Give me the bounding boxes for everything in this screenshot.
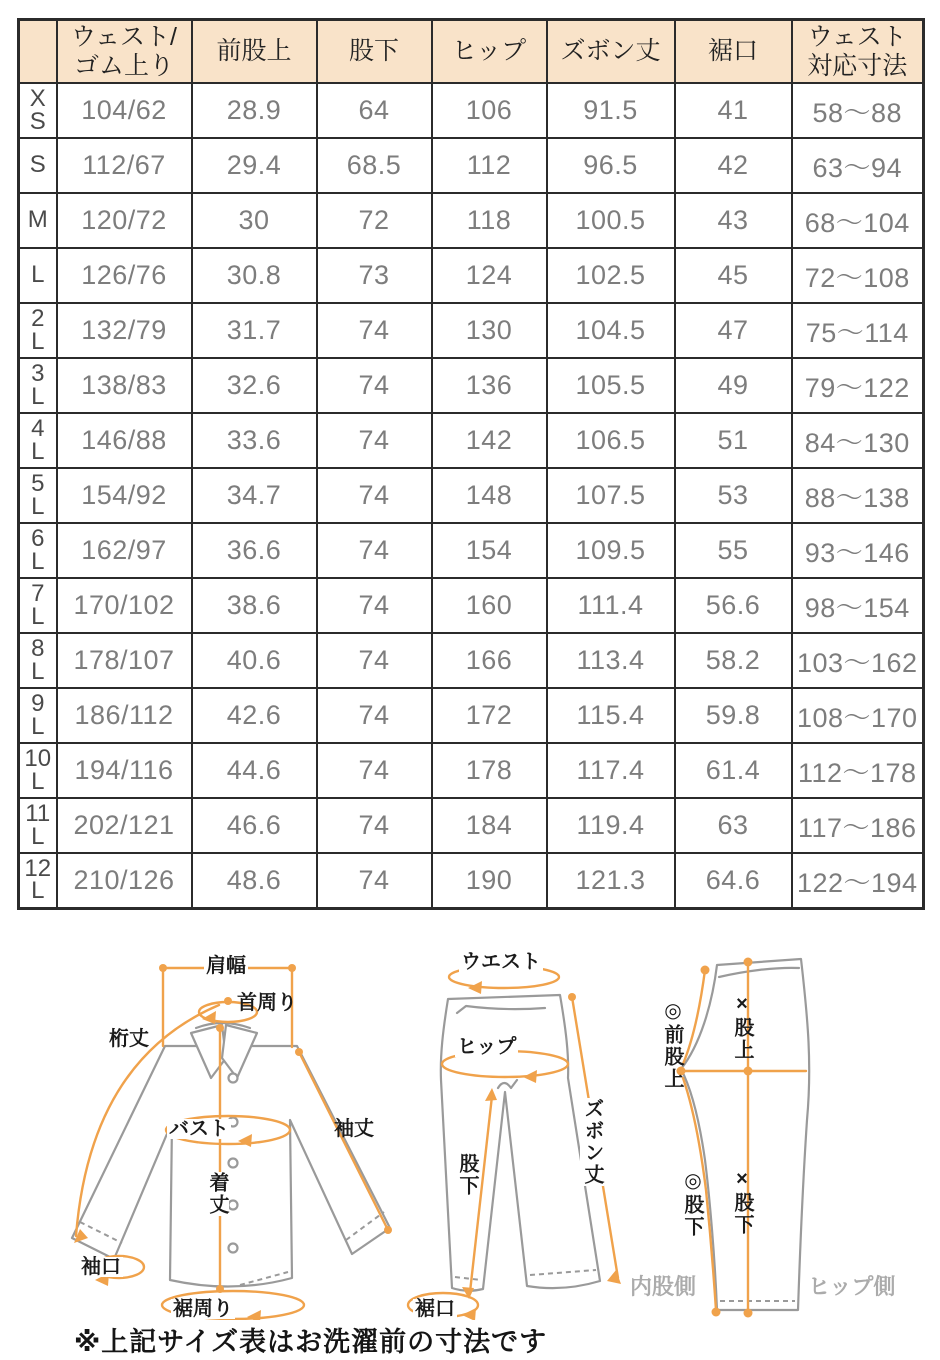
measurement-cell: 210/126 bbox=[57, 853, 192, 908]
shirt-button bbox=[229, 1074, 238, 1083]
column-header-cell: ウェスト/ ゴム上り bbox=[57, 20, 192, 84]
rise-label: ×股上 bbox=[731, 993, 753, 1061]
measurement-cell: 41 bbox=[675, 83, 792, 138]
measurement-cell: 46.6 bbox=[192, 798, 317, 853]
measurement-cell: 104/62 bbox=[57, 83, 192, 138]
size-label-cell: 8 L bbox=[19, 633, 57, 688]
front-rise-label: ◎前股上 bbox=[661, 998, 683, 1090]
size-label-cell: 4 L bbox=[19, 413, 57, 468]
cuff-opening-label: 袖口 bbox=[81, 1256, 121, 1278]
size-label-cell: 12 L bbox=[19, 853, 57, 908]
measurement-cell: 74 bbox=[317, 743, 432, 798]
measurement-cell: 115.4 bbox=[547, 688, 675, 743]
size-label-cell: 11 L bbox=[19, 798, 57, 853]
measurement-cell: 74 bbox=[317, 523, 432, 578]
measurement-cell: 29.4 bbox=[192, 138, 317, 193]
measurement-cell: 68〜104 bbox=[792, 193, 924, 248]
table-row bbox=[19, 303, 924, 358]
measurement-cell: 61.4 bbox=[675, 743, 792, 798]
table-row bbox=[19, 413, 924, 468]
table-row bbox=[19, 468, 924, 523]
measurement-cell: 102.5 bbox=[547, 248, 675, 303]
table-row bbox=[19, 853, 924, 908]
hip-side-label: ヒップ側 bbox=[808, 1274, 896, 1299]
size-label-cell: 10 L bbox=[19, 743, 57, 798]
measurement-cell: 108〜170 bbox=[792, 688, 924, 743]
measurement-cell: 59.8 bbox=[675, 688, 792, 743]
inseam-back-label: ×股下 bbox=[731, 1168, 753, 1236]
measurement-cell: 112〜178 bbox=[792, 743, 924, 798]
column-header-cell: 股下 bbox=[317, 20, 432, 84]
measurement-cell: 56.6 bbox=[675, 578, 792, 633]
measurement-cell: 146/88 bbox=[57, 413, 192, 468]
measurement-cell: 79〜122 bbox=[792, 358, 924, 413]
measurement-cell: 142 bbox=[432, 413, 547, 468]
shoulder-width-label: 肩幅 bbox=[206, 955, 246, 977]
measurement-cell: 178 bbox=[432, 743, 547, 798]
column-header-cell: ズボン丈 bbox=[547, 20, 675, 84]
measurement-cell: 112 bbox=[432, 138, 547, 193]
size-label-cell: 2 L bbox=[19, 303, 57, 358]
waist-label: ウエスト bbox=[461, 951, 541, 973]
size-label-cell: 6 L bbox=[19, 523, 57, 578]
measurement-cell: 98〜154 bbox=[792, 578, 924, 633]
measurement-cell: 74 bbox=[317, 688, 432, 743]
measurement-cell: 190 bbox=[432, 853, 547, 908]
hem-opening-label: 裾口 bbox=[415, 1298, 455, 1320]
measurement-cell: 118 bbox=[432, 193, 547, 248]
column-header-cell: 裾口 bbox=[675, 20, 792, 84]
measurement-cell: 72 bbox=[317, 193, 432, 248]
measurement-cell: 96.5 bbox=[547, 138, 675, 193]
measurement-cell: 51 bbox=[675, 413, 792, 468]
table-row bbox=[19, 248, 924, 303]
measurement-cell: 178/107 bbox=[57, 633, 192, 688]
bust-label: バスト bbox=[169, 1118, 229, 1140]
hip-label: ヒップ bbox=[457, 1036, 517, 1058]
table-row bbox=[19, 358, 924, 413]
column-header-cell: ウェスト 対応寸法 bbox=[792, 20, 924, 84]
table-row bbox=[19, 138, 924, 193]
measurement-cell: 75〜114 bbox=[792, 303, 924, 358]
measurement-cell: 72〜108 bbox=[792, 248, 924, 303]
measurement-cell: 74 bbox=[317, 358, 432, 413]
shirt-button bbox=[229, 1201, 238, 1210]
measurement-cell: 117〜186 bbox=[792, 798, 924, 853]
table-row bbox=[19, 798, 924, 853]
measurement-cell: 64 bbox=[317, 83, 432, 138]
measurement-cell: 68.5 bbox=[317, 138, 432, 193]
measurement-cell: 160 bbox=[432, 578, 547, 633]
measurement-cell: 45 bbox=[675, 248, 792, 303]
measurement-cell: 172 bbox=[432, 688, 547, 743]
table-row bbox=[19, 578, 924, 633]
measurement-cell: 154/92 bbox=[57, 468, 192, 523]
shirt-button bbox=[229, 1159, 238, 1168]
yuki-label: 桁丈 bbox=[109, 1028, 149, 1050]
table-row bbox=[19, 83, 924, 138]
measurement-cell: 138/83 bbox=[57, 358, 192, 413]
measurement-cell: 48.6 bbox=[192, 853, 317, 908]
measurement-cell: 32.6 bbox=[192, 358, 317, 413]
measurement-cell: 119.4 bbox=[547, 798, 675, 853]
measurement-cell: 126/76 bbox=[57, 248, 192, 303]
measurement-cell: 53 bbox=[675, 468, 792, 523]
inseam-label: 股下 bbox=[456, 1153, 478, 1197]
measurement-cell: 74 bbox=[317, 633, 432, 688]
measurement-cell: 124 bbox=[432, 248, 547, 303]
measurement-cell: 136 bbox=[432, 358, 547, 413]
measurement-cell: 74 bbox=[317, 853, 432, 908]
size-label-cell: S bbox=[19, 138, 57, 193]
measurement-cell: 34.7 bbox=[192, 468, 317, 523]
table-row bbox=[19, 688, 924, 743]
measurement-cell: 28.9 bbox=[192, 83, 317, 138]
measurement-cell: 106.5 bbox=[547, 413, 675, 468]
hem-around-label: 裾周り bbox=[173, 1298, 233, 1320]
measurement-cell: 36.6 bbox=[192, 523, 317, 578]
measurement-cell: 49 bbox=[675, 358, 792, 413]
measurement-cell: 166 bbox=[432, 633, 547, 688]
measurement-cell: 186/112 bbox=[57, 688, 192, 743]
column-header-cell: 前股上 bbox=[192, 20, 317, 84]
measurement-cell: 109.5 bbox=[547, 523, 675, 578]
measurement-cell: 55 bbox=[675, 523, 792, 578]
measurement-cell: 74 bbox=[317, 578, 432, 633]
measurement-cell: 184 bbox=[432, 798, 547, 853]
measurement-cell: 73 bbox=[317, 248, 432, 303]
measurement-cell: 64.6 bbox=[675, 853, 792, 908]
pants-length-label: ズボン丈 bbox=[581, 1098, 603, 1186]
measurement-cell: 63〜94 bbox=[792, 138, 924, 193]
measurement-cell: 74 bbox=[317, 468, 432, 523]
measurement-cell: 38.6 bbox=[192, 578, 317, 633]
inseam-front-label: ◎股下 bbox=[681, 1168, 703, 1238]
measurement-cell: 132/79 bbox=[57, 303, 192, 358]
neck-label: 首周り bbox=[237, 992, 297, 1014]
sleeve-length-label: 袖丈 bbox=[334, 1118, 374, 1140]
size-label-cell: L bbox=[19, 248, 57, 303]
measurement-cell: 47 bbox=[675, 303, 792, 358]
measurement-cell: 43 bbox=[675, 193, 792, 248]
measurement-cell: 170/102 bbox=[57, 578, 192, 633]
measurement-cell: 42.6 bbox=[192, 688, 317, 743]
shirt-diagram bbox=[72, 1023, 390, 1287]
measurement-cell: 148 bbox=[432, 468, 547, 523]
measurement-cell: 42 bbox=[675, 138, 792, 193]
measurement-cell: 74 bbox=[317, 303, 432, 358]
measurement-cell: 58.2 bbox=[675, 633, 792, 688]
measurement-cell: 120/72 bbox=[57, 193, 192, 248]
pre-wash-note: ※上記サイズ表はお洗濯前の寸法です bbox=[74, 1327, 548, 1357]
table-row bbox=[19, 633, 924, 688]
measurement-cell: 88〜138 bbox=[792, 468, 924, 523]
measurement-cell: 31.7 bbox=[192, 303, 317, 358]
measurement-cell: 100.5 bbox=[547, 193, 675, 248]
size-label-cell: 3 L bbox=[19, 358, 57, 413]
inner-side-label: 内股側 bbox=[630, 1274, 697, 1299]
measurement-cell: 33.6 bbox=[192, 413, 317, 468]
body-length-label: 着丈 bbox=[206, 1172, 228, 1216]
size-label-cell: M bbox=[19, 193, 57, 248]
measurement-cell: 122〜194 bbox=[792, 853, 924, 908]
size-label-cell: X S bbox=[19, 83, 57, 138]
measurement-cell: 104.5 bbox=[547, 303, 675, 358]
measurement-cell: 93〜146 bbox=[792, 523, 924, 578]
measurement-cell: 91.5 bbox=[547, 83, 675, 138]
measurement-cell: 105.5 bbox=[547, 358, 675, 413]
measurement-cell: 44.6 bbox=[192, 743, 317, 798]
column-header-cell: ヒップ bbox=[432, 20, 547, 84]
size-table bbox=[17, 18, 925, 910]
size-label-cell: 5 L bbox=[19, 468, 57, 523]
table-row bbox=[19, 743, 924, 798]
measurement-cell: 111.4 bbox=[547, 578, 675, 633]
measurement-cell: 112/67 bbox=[57, 138, 192, 193]
measurement-cell: 107.5 bbox=[547, 468, 675, 523]
measurement-cell: 130 bbox=[432, 303, 547, 358]
measurement-cell: 103〜162 bbox=[792, 633, 924, 688]
measurement-cell: 106 bbox=[432, 83, 547, 138]
measurement-cell: 58〜88 bbox=[792, 83, 924, 138]
measurement-cell: 40.6 bbox=[192, 633, 317, 688]
diagram-artwork bbox=[0, 948, 940, 1320]
size-label-cell: 7 L bbox=[19, 578, 57, 633]
corner-header-cell bbox=[19, 20, 57, 84]
measurement-cell: 30.8 bbox=[192, 248, 317, 303]
measurement-cell: 113.4 bbox=[547, 633, 675, 688]
measurement-cell: 30 bbox=[192, 193, 317, 248]
header-row bbox=[19, 20, 924, 84]
measurement-cell: 202/121 bbox=[57, 798, 192, 853]
measurement-cell: 74 bbox=[317, 413, 432, 468]
table-row bbox=[19, 523, 924, 578]
measurement-cell: 121.3 bbox=[547, 853, 675, 908]
table-row bbox=[19, 193, 924, 248]
measurement-diagrams bbox=[0, 948, 940, 1320]
measurement-cell: 162/97 bbox=[57, 523, 192, 578]
measurement-cell: 194/116 bbox=[57, 743, 192, 798]
measurement-cell: 154 bbox=[432, 523, 547, 578]
measurement-cell: 74 bbox=[317, 798, 432, 853]
shirt-button bbox=[229, 1244, 238, 1253]
measurement-cell: 117.4 bbox=[547, 743, 675, 798]
size-label-cell: 9 L bbox=[19, 688, 57, 743]
measurement-cell: 63 bbox=[675, 798, 792, 853]
measurement-cell: 84〜130 bbox=[792, 413, 924, 468]
